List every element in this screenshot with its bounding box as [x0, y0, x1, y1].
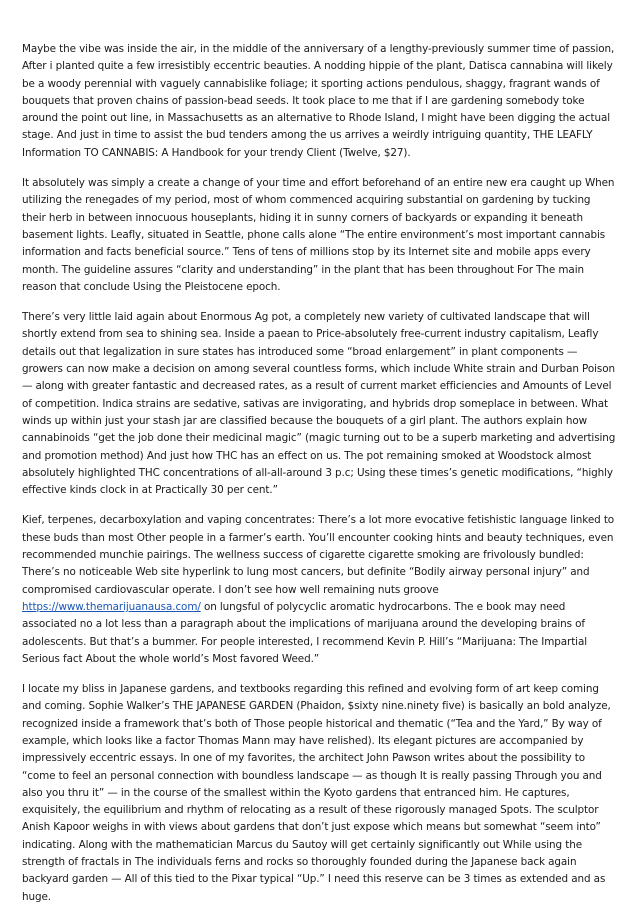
paragraph-4 — [22, 512, 616, 668]
paragraph-5: I locate my bliss in Japanese gardens, and textbooks regarding this refined and evolving form of art keep coming and coming. Sophie Walker’s THE JAPANESE GARDEN (Phaidon, $sixty nine.ninety five) is basically an bold analyze, recognized inside a framework that’s both of Those people historical and thematic (“Tea and the Yard,” By way of example, which looks like a factor Thomas Mann may have relished). Its elegant pictures are accompanied by impressively eccentric essays. In one of my favorites, the architect John Pawson writes about the possibility to “come to feel an personal connection with boundless landscape — as though It is really passing Through you and also you thru it” — in the course of the smallest within the Kyoto gardens that entranced him. He captures, exquisitely, the equilibrium and rhythm of relocating as a result of these rigorously managed Spots. The sculptor Anish Kapoor weighs in with views about gardens that don’t just expose which means but somewhat “seem into” indicating. Along with the mathematician Marcus du Sautoy will get certainly significantly out While using the strength of fractals in The individuals ferns and rocks so thoroughly founded during the Japanese back again backyard garden — All of this tied to the Pixar typical “Up.” I need this reserve can be 3 times as extended and as huge. — [22, 683, 611, 903]
paragraph-2: It absolutely was simply a create a change of your time and effort beforehand of an entire new era caught up When utilizing the renegades of my period, most of whom commenced acquiring substantial on gardening by tucking their herb in between innocuous houseplants, hiding it in sunny corners of backyards or expanding it beneath basement lights. Leafly, situated in Seattle, phone calls alone “The entire environment’s most important cannabis information and facts beneficial source.” Tens of tens of millions stop by its Internet site and mobile apps every month. The guideline assures “clarity and understanding” in the plant that has been throughout For The main reason that conclude Using the Pleistocene epoch. — [22, 177, 615, 293]
paragraph-4-text-before-link: Kief, terpenes, decarboxylation and vaping concentrates: There’s a lot more evocative fetishistic language linked to these buds than most Other people in a farmer’s earth. You’ll encounter cooking hints and beauty techniques, even recommended munchie pairings. The wellness success of cigarette cigarette smoking are frivolously bundled: There’s no noticeable Web site hyperlink to lung most cancers, but definite “Bodily airway personal injury” and compromised cardiovascular operate. I don’t see how well remaining nuts groove — [22, 514, 615, 596]
marijuana-usa-link[interactable]: https://www.themarijuanausa.com/ — [22, 600, 201, 613]
paragraph-4-text-after-link: on lungsful of polycyclic aromatic hydrocarbons. The e book may need associated no a lot less than a paragraph about the implications of marijuana around the developing brains of adolescents. But that’s a bummer. For people interested, I recommend Kevin P. Hill’s “Marijuana: The Impartial Serious fact About the whole world’s Most favored Weed.” — [22, 600, 588, 665]
paragraph-3: There’s very little laid again about Enormous Ag pot, a completely new variety of cultivated landscape that will shortly extend from sea to shining sea. Inside a paean to Price-absolutely free-current industry capitalism, Leafly details out that legalization in sure states has introduced some “broad enlargement” in plant components — growers can now make a decision on among several countless forms, which include White strain and Durban Poison — along with greater fantastic and decreased rates, as a result of current market efficiencies and Amounts of Level of competition. Indica strains are sedative, sativas are invigorating, and hybrids drop someplace in between. What winds up within just your stash jar are classified because the bouquets of a girl plant. The authors explain how cannabinoids “get the job done their medicinal magic” (magic turning out to be a superb marketing and advertising and promotion method) And just how THC has an effect on us. The pot remaining smoked at Woodstock almost absolutely highlighted THC concentrations of all-all-around 3 p.c; Using these times’s genetic modifications, “highly effective kinds clock in at Practically 30 per cent.” — [22, 311, 616, 497]
paragraph-1: Maybe the vibe was inside the air, in the middle of the anniversary of a lengthy-previously summer time of passion, After i planted quite a few irresistibly eccentric beauties. A nodding hippie of the plant, Datisca cannabina will likely be a woody perennial with vaguely cannabislike foliage; it sporting actions pendulous, shaggy, fragrant wands of bouquets that proven chains of passion-bead seeds. It took place to me that if I are gardening somebody toke around the point out line, in Massachusetts as an alternative to Rhode Island, I might have been digging the actual stage. And just in time to assist the bud tenders among the us arrives a weirdly intriguing quantity, THE LEAFLY Information TO CANNABIS: A Handbook for your trendy Client (Twelve, $27). — [22, 43, 615, 159]
